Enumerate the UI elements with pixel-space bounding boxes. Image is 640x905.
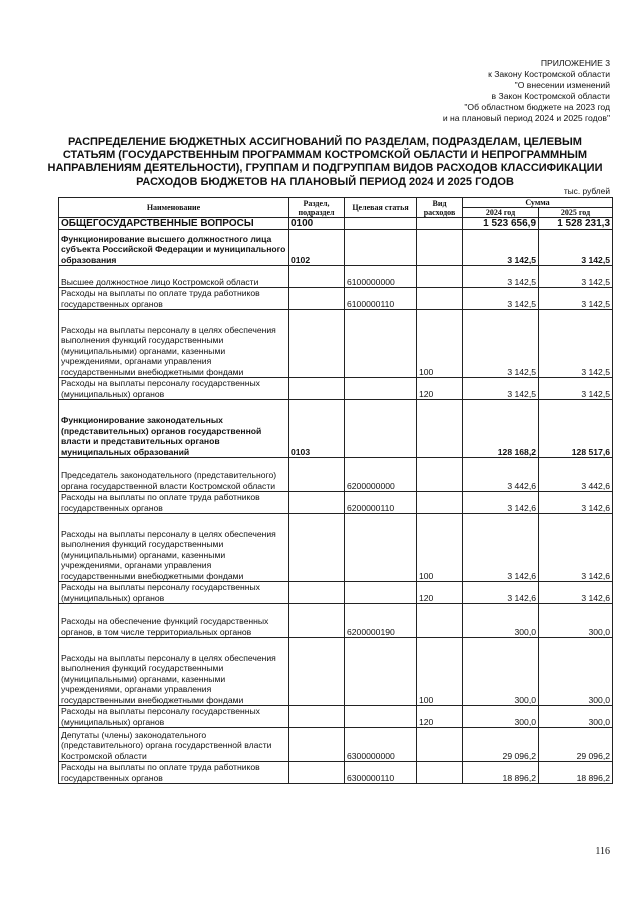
title-line: СТАТЬЯМ (ГОСУДАРСТВЕННЫМ ПРОГРАММАМ КОСТРОМСКОЙ ОБЛАСТИ И НЕПРОГРАММНЫМ — [62, 149, 588, 162]
cell-2025: 3 142,5 — [539, 230, 613, 266]
cell-type — [417, 762, 463, 784]
cell-section: 0102 — [289, 230, 345, 266]
table-row — [59, 706, 613, 728]
cell-name: Расходы на выплаты персоналу государственных (муниципальных) органов — [59, 582, 289, 604]
cell-section — [289, 310, 345, 378]
cell-2025: 3 142,6 — [539, 514, 613, 582]
cell-name: Расходы на выплаты по оплате труда работников государственных органов — [59, 492, 289, 514]
cell-2025: 300,0 — [539, 604, 613, 638]
cell-section: 0100 — [289, 218, 345, 230]
cell-2025: 300,0 — [539, 638, 613, 706]
cell-name: Депутаты (члены) законодательного (представительного) органа государственной власти Костромской области — [59, 728, 289, 762]
appendix-line: "О внесении изменений — [514, 80, 610, 90]
cell-2024: 3 142,5 — [463, 288, 539, 310]
cell-name: Расходы на выплаты персоналу государственных (муниципальных) органов — [59, 378, 289, 400]
cell-target: 6200000190 — [345, 604, 417, 638]
title-line: НАПРАВЛЕНИЯМ ДЕЯТЕЛЬНОСТИ), ГРУППАМ И ПОДГРУППАМ ВИДОВ РАСХОДОВ КЛАССИФИКАЦИИ — [47, 162, 603, 175]
cell-section — [289, 706, 345, 728]
cell-type: 100 — [417, 310, 463, 378]
cell-name: Высшее должностное лицо Костромской области — [59, 266, 289, 288]
header-year-2025: 2025 год — [539, 208, 613, 218]
header-type: Вид расходов — [417, 198, 463, 218]
cell-2024: 3 142,6 — [463, 492, 539, 514]
cell-2025: 29 096,2 — [539, 728, 613, 762]
cell-type — [417, 288, 463, 310]
table-row — [59, 458, 613, 492]
cell-2025: 3 142,5 — [539, 266, 613, 288]
cell-name: ОБЩЕГОСУДАРСТВЕННЫЕ ВОПРОСЫ — [59, 218, 289, 230]
cell-section — [289, 728, 345, 762]
cell-name: Расходы на выплаты персоналу в целях обеспечения выполнения функций государственными (муниципальными) органами, казенными учреждениями, органами управления государственными внебюджетными фондами — [59, 514, 289, 582]
table-row — [59, 492, 613, 514]
cell-2025: 3 442,6 — [539, 458, 613, 492]
cell-2024: 3 142,5 — [463, 266, 539, 288]
table-row — [59, 310, 613, 378]
cell-target: 6200000110 — [345, 492, 417, 514]
cell-2024: 3 142,6 — [463, 514, 539, 582]
cell-target: 6100000000 — [345, 266, 417, 288]
table-row — [59, 604, 613, 638]
appendix-note — [443, 58, 610, 124]
cell-target: 6200000000 — [345, 458, 417, 492]
cell-section — [289, 492, 345, 514]
appendix-line: к Закону Костромской области — [488, 69, 610, 79]
cell-2024: 300,0 — [463, 638, 539, 706]
table-row — [59, 230, 613, 266]
cell-target — [345, 310, 417, 378]
table-row — [59, 288, 613, 310]
page-number: 116 — [595, 846, 610, 857]
header-section: Раздел, подраздел — [289, 198, 345, 218]
table-row — [59, 638, 613, 706]
table-row — [59, 514, 613, 582]
cell-name: Функционирование высшего должностного лица субъекта Российской Федерации и муниципального образования — [59, 230, 289, 266]
appendix-line: и на плановый период 2024 и 2025 годов" — [442, 113, 610, 123]
cell-2025: 3 142,6 — [539, 582, 613, 604]
table-row — [59, 582, 613, 604]
header-sum: Сумма — [463, 198, 613, 208]
cell-type: 100 — [417, 514, 463, 582]
cell-2024: 3 142,5 — [463, 378, 539, 400]
cell-2025: 128 517,6 — [539, 400, 613, 458]
table-row — [59, 218, 613, 230]
cell-2024: 300,0 — [463, 706, 539, 728]
cell-section — [289, 458, 345, 492]
cell-2024: 3 442,6 — [463, 458, 539, 492]
cell-name: Расходы на выплаты персоналу в целях обеспечения выполнения функций государственными (муниципальными) органами, казенными учреждениями, органами управления государственными внебюджетными фондами — [59, 638, 289, 706]
cell-section — [289, 514, 345, 582]
header-target: Целевая статья — [345, 198, 417, 218]
cell-type: 120 — [417, 582, 463, 604]
header-name: Наименование — [59, 198, 289, 218]
units-label: тыс. рублей — [563, 186, 610, 196]
cell-target: 6300000000 — [345, 728, 417, 762]
cell-target — [345, 218, 417, 230]
cell-name: Расходы на выплаты персоналу государственных (муниципальных) органов — [59, 706, 289, 728]
cell-target: 6300000110 — [345, 762, 417, 784]
cell-name: Функционирование законодательных (представительных) органов государственной власти и представительных органов муниципальных образований — [59, 400, 289, 458]
cell-type — [417, 604, 463, 638]
appendix-line: в Закон Костромской области — [491, 91, 610, 101]
cell-target — [345, 378, 417, 400]
appendix-line: ПРИЛОЖЕНИЕ 3 — [540, 58, 610, 68]
cell-2025: 3 142,5 — [539, 310, 613, 378]
cell-2024: 300,0 — [463, 604, 539, 638]
cell-type — [417, 266, 463, 288]
cell-2025: 3 142,5 — [539, 288, 613, 310]
table-row — [59, 378, 613, 400]
cell-section — [289, 266, 345, 288]
table-row — [59, 400, 613, 458]
cell-target — [345, 638, 417, 706]
cell-type: 120 — [417, 706, 463, 728]
cell-2024: 3 142,5 — [463, 230, 539, 266]
title-line: РАСПРЕДЕЛЕНИЕ БЮДЖЕТНЫХ АССИГНОВАНИЙ ПО РАЗДЕЛАМ, ПОДРАЗДЕЛАМ, ЦЕЛЕВЫМ — [68, 136, 582, 148]
cell-name: Расходы на выплаты персоналу в целях обеспечения выполнения функций государственными (муниципальными) органами, казенными учреждениями, органами управления государственными внебюджетными фондами — [59, 310, 289, 378]
cell-name: Расходы на выплаты по оплате труда работников государственных органов — [59, 762, 289, 784]
cell-section — [289, 288, 345, 310]
table-row — [59, 266, 613, 288]
cell-2024: 3 142,5 — [463, 310, 539, 378]
cell-type — [417, 492, 463, 514]
cell-2025: 18 896,2 — [539, 762, 613, 784]
cell-name: Расходы на выплаты по оплате труда работников государственных органов — [59, 288, 289, 310]
cell-section: 0103 — [289, 400, 345, 458]
cell-type — [417, 400, 463, 458]
document-title — [40, 136, 610, 189]
cell-type — [417, 728, 463, 762]
cell-2024: 18 896,2 — [463, 762, 539, 784]
cell-2024: 1 523 656,9 — [463, 218, 539, 230]
table-body — [59, 218, 613, 784]
cell-2025: 1 528 231,3 — [539, 218, 613, 230]
cell-2024: 29 096,2 — [463, 728, 539, 762]
cell-section — [289, 604, 345, 638]
budget-table — [58, 197, 613, 784]
cell-2024: 128 168,2 — [463, 400, 539, 458]
cell-target — [345, 706, 417, 728]
cell-section — [289, 762, 345, 784]
cell-2025: 3 142,5 — [539, 378, 613, 400]
cell-target: 6100000110 — [345, 288, 417, 310]
cell-section — [289, 582, 345, 604]
cell-2025: 300,0 — [539, 706, 613, 728]
cell-target — [345, 514, 417, 582]
cell-name: Расходы на обеспечение функций государственных органов, в том числе территориальных органов — [59, 604, 289, 638]
cell-type — [417, 218, 463, 230]
cell-type — [417, 458, 463, 492]
cell-section — [289, 378, 345, 400]
cell-section — [289, 638, 345, 706]
cell-type: 100 — [417, 638, 463, 706]
cell-target — [345, 400, 417, 458]
cell-name: Председатель законодательного (представительного) органа государственной власти Костромской области — [59, 458, 289, 492]
cell-target — [345, 582, 417, 604]
appendix-line: "Об областном бюджете на 2023 год — [464, 102, 610, 112]
cell-type — [417, 230, 463, 266]
cell-target — [345, 230, 417, 266]
table-row — [59, 728, 613, 762]
cell-2024: 3 142,6 — [463, 582, 539, 604]
table-row — [59, 762, 613, 784]
cell-type: 120 — [417, 378, 463, 400]
title-line: РАСХОДОВ БЮДЖЕТОВ НА ПЛАНОВЫЙ ПЕРИОД 2024 И 2025 ГОДОВ — [136, 175, 514, 188]
header-year-2024: 2024 год — [463, 208, 539, 218]
cell-2025: 3 142,6 — [539, 492, 613, 514]
